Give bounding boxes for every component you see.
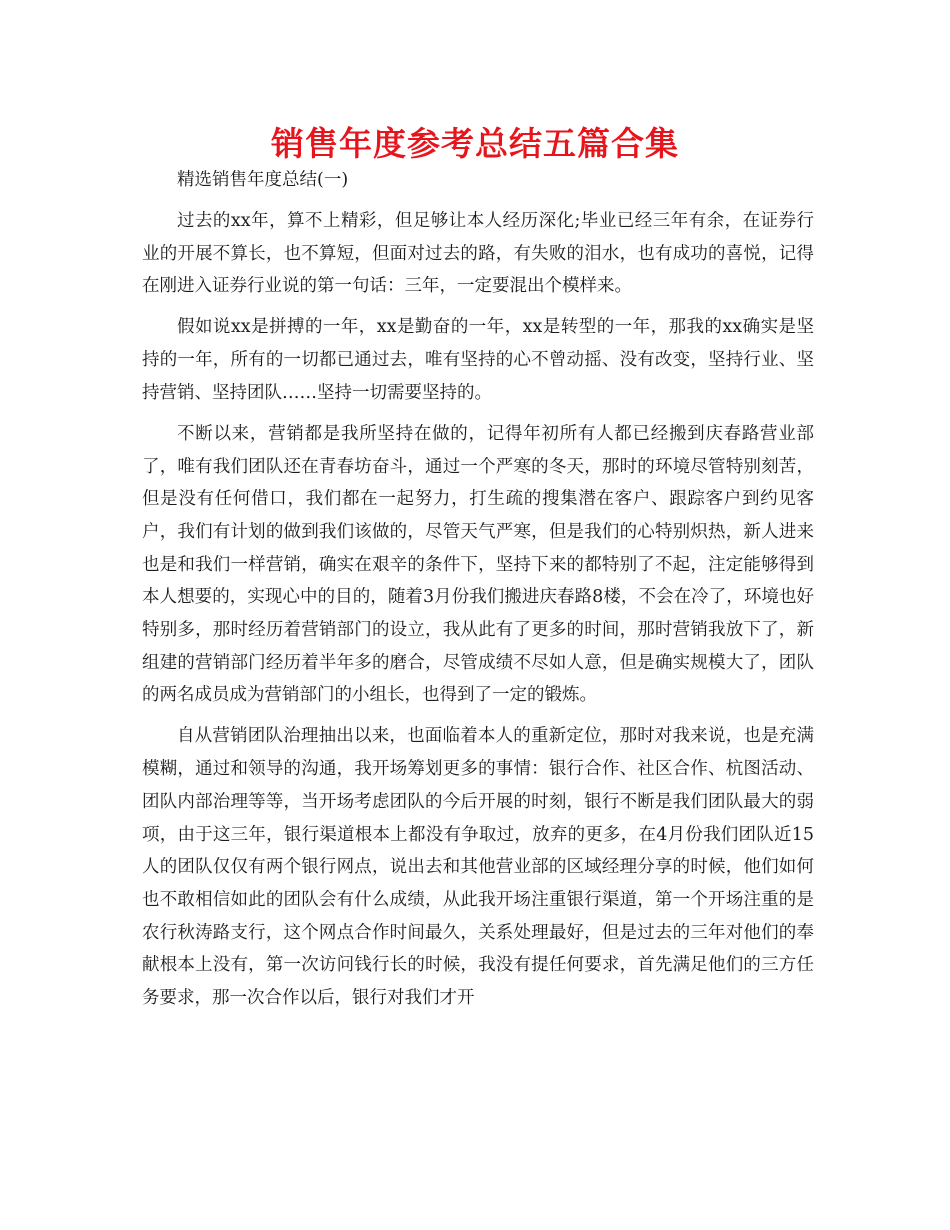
paragraph: 不断以来，营销都是我所坚持在做的，记得年初所有人都已经搬到庆春路营业部了，唯有我们团队还在青春坊奋斗，通过一个严寒的冬天，那时的环境尽管特别刻苦，但是没有任何借口，我们都在一起努力，打生疏的搜集潜在客户、跟踪客户到约见客户，我们有计划的做到我们该做的，尽管天气严寒，但是我们的心特别炽热，新人进来也是和我们一样营销，确实在艰辛的条件下，坚持下来的都特别了不起，注定能够得到本人想要的，实现心中的目的，随着3月份我们搬进庆春路8楼，不会在冷了，环境也好特别多，那时经历着营销部门的设立，我从此有了更多的时间，那时营销我放下了，新组建的营销部门经历着半年多的磨合，尽管成绩不尽如人意，但是确实规模大了，团队的两名成员成为营销部门的小组长，也得到了一定的锻炼。: [142, 423, 814, 706]
paragraph: 假如说xx是拼搏的一年，xx是勤奋的一年，xx是转型的一年，那我的xx确实是坚持的一年，所有的一切都已通过去，唯有坚持的心不曾动摇、没有改变，坚持行业、坚持营销、坚持团队……坚持一切需要坚持的。: [142, 317, 814, 403]
document-body: [142, 164, 814, 1015]
paragraph: 自从营销团队治理抽出以来，也面临着本人的重新定位，那时对我来说，也是充满模糊，通过和领导的沟通，我开场筹划更多的事情：银行合作、社区合作、杭图活动、团队内部治理等等，当开场考虑团队的今后开展的时刻，银行不断是我们团队最大的弱项，由于这三年，银行渠道根本上都没有争取过，放弃的更多，在4月份我们团队近15人的团队仅仅有两个银行网点，说出去和其他营业部的区域经理分享的时候，他们如何也不敢相信如此的团队会有什么成绩，从此我开场注重银行渠道，第一个开场注重的是农行秋涛路支行，这个网点合作时间最久，关系处理最好，但是过去的三年对他们的奉献根本上没有，第一次访问钱行长的时候，我没有提任何要求，首先满足他们的三方任务要求，那一次合作以后，银行对我们才开: [142, 726, 814, 1009]
section-subtitle: 精选销售年度总结(一): [177, 170, 349, 190]
paragraph: 过去的xx年，算不上精彩，但足够让本人经历深化;毕业已经三年有余，在证券行业的开展不算长，也不算短，但面对过去的路，有失败的泪水，也有成功的喜悦，记得在刚进入证券行业说的第一句话：三年，一定要混出个模样来。: [142, 211, 814, 297]
document-title: 销售年度参考总结五篇合集: [271, 124, 679, 163]
